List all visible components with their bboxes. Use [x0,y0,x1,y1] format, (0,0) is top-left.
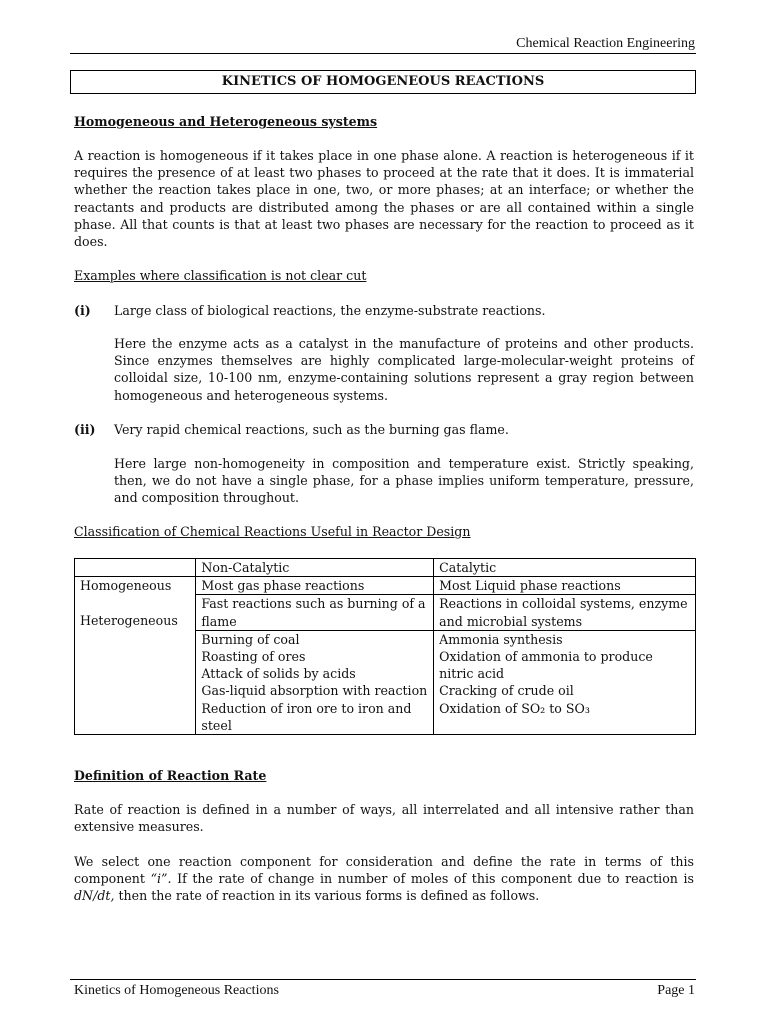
footer-title: Kinetics of Homogeneous Reactions [74,983,279,998]
header-rule [70,53,696,54]
table-list-item: Oxidation of SO₂ to SO₃ [439,700,590,716]
section-heading-reaction-rate: Definition of Reaction Rate [74,768,267,783]
table-header-row [75,559,696,577]
table-list-item: Reduction of iron ore to iron and steel [201,700,412,733]
page-title: KINETICS OF HOMOGENEOUS REACTIONS [70,70,696,94]
list-item-title: Large class of biological reactions, the enzyme-substrate reactions. [114,303,546,318]
table-list-item: Attack of solids by acids [201,666,356,682]
list-item-title: Very rapid chemical reactions, such as the burning gas flame. [114,422,509,437]
table-list-item: Gas-liquid absorption with reaction [201,683,428,699]
text-run: If the rate of change in number of moles of this component due to reaction is [171,871,694,887]
row-label-homogeneous: Homogeneous [75,577,196,595]
rate-expression: dN/dt, [74,888,115,904]
list-item-detail: Here the enzyme acts as a catalyst in the manufacture of proteins and other products. Since enzymes themselves are highly complicated large-molecular-weight proteins of colloidal size, 10-100 nm, enzyme-containing solutions represent a gray region between homogeneous and heterogeneous systems. [114,336,694,403]
table-row [75,595,696,630]
paragraph-rate-component [74,853,694,905]
text-run: We select one reaction component for consideration and define the rate in terms of this component [74,854,694,887]
text-run: then the rate of reaction in its various forms is defined as follows. [114,888,540,904]
component-symbol: “i”. [150,871,172,887]
classification-table [74,558,696,735]
table-list-item: Oxidation of ammonia to produce nitric acid [439,649,653,682]
table-cell-list [196,630,434,734]
section-heading-examples: Examples where classification is not clear cut [74,268,367,283]
page-number: Page 1 [657,983,695,998]
list-item-detail: Here large non-homogeneity in composition and temperature exist. Strictly speaking, then, we do not have a single phase, for a phase implies uniform temperature, pressure, and composition throughout. [114,456,694,506]
row-label-heterogeneous: Heterogeneous [75,595,196,630]
table-header-cell: Catalytic [434,559,696,577]
table-header-cell: Non-Catalytic [196,559,434,577]
table-row [75,577,696,595]
paragraph-rate-definition: Rate of reaction is defined in a number of ways, all interrelated and all intensive rather than extensive measures. [74,802,694,835]
table-cell: Reactions in colloidal systems, enzyme and microbial systems [434,595,696,630]
table-cell: Most Liquid phase reactions [434,577,696,595]
list-item-marker: (ii) [74,422,96,437]
paragraph-homogeneous-definition: A reaction is homogeneous if it takes place in one phase alone. A reaction is heterogeneous if it requires the presence of at least two phases to proceed at the rate that it does. It is immaterial whether the reaction takes place in one, two, or more phases; at an interface; or whether the reactants and products are distributed among the phases or are all contained within a single phase. All that counts is that at least two phases are necessary for the reaction to proceed as it does. [74,148,694,250]
table-list-item: Ammonia synthesis [439,631,563,647]
table-row [75,630,696,734]
table-cell-empty [75,630,196,734]
table-list-item: Roasting of ores [201,649,306,665]
table-cell-list [434,630,696,734]
table-cell: Most gas phase reactions [196,577,434,595]
table-list-item: Cracking of crude oil [439,683,574,699]
list-item-marker: (i) [74,303,91,318]
table-header-cell [75,559,196,577]
running-header: Chemical Reaction Engineering [516,36,695,51]
table-cell: Fast reactions such as burning of a flame [196,595,434,630]
footer-rule [70,979,696,980]
section-heading-classification: Classification of Chemical Reactions Useful in Reactor Design [74,524,471,539]
table-list-item: Burning of coal [201,631,300,647]
section-heading-homogeneous-systems: Homogeneous and Heterogeneous systems [74,114,378,129]
